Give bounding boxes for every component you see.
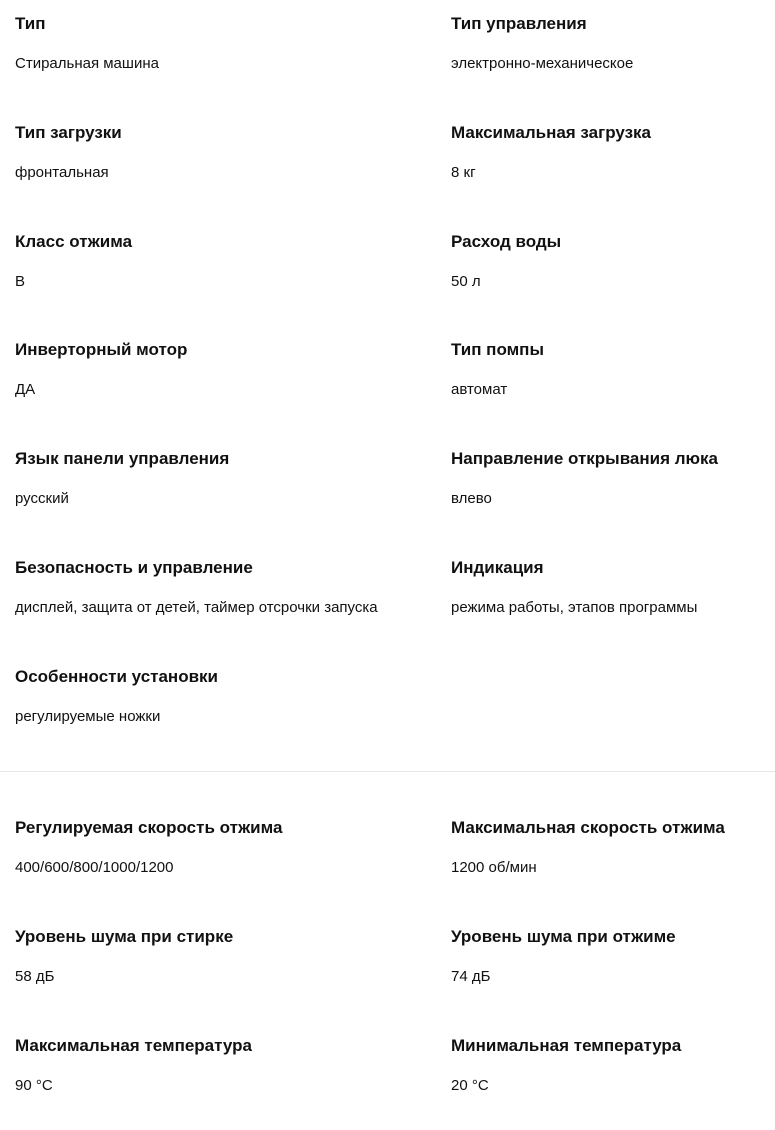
spec-value: ДА: [15, 381, 36, 399]
spec-value: 20 °C: [451, 1076, 489, 1094]
spec-label: Минимальная температура: [451, 1035, 682, 1055]
section-divider: [0, 771, 775, 772]
spec-safety-control: [0, 544, 436, 653]
spec-spin-noise: [436, 913, 775, 1022]
spec-label: Индикация: [451, 557, 544, 577]
spec-value: 90 °C: [15, 1076, 53, 1094]
spec-label: Регулируемая скорость отжима: [15, 818, 283, 837]
spec-label: Уровень шума при отжиме: [451, 926, 676, 946]
spec-value: 400/600/800/1000/1200: [15, 859, 174, 876]
spec-label: Класс отжима: [15, 231, 133, 251]
spec-pump-type: [436, 326, 775, 435]
spec-value: регулируемые ножки: [15, 707, 161, 725]
spec-load-type: [0, 109, 436, 218]
spec-water-consumption: [436, 218, 775, 327]
spec-inverter-motor: [0, 326, 436, 435]
spec-label: Тип помпы: [451, 340, 544, 360]
spec-type: [0, 0, 436, 109]
spec-value: дисплей, защита от детей, таймер отсрочки запуска: [15, 598, 378, 616]
spec-adjustable-spin-speed: [0, 804, 436, 913]
spec-installation: [0, 653, 436, 762]
spec-max-temperature: [0, 1022, 436, 1130]
spec-value: 1200 об/мин: [451, 859, 537, 876]
spec-panel-language: [0, 435, 436, 544]
spec-door-direction: [436, 435, 775, 544]
spec-label: Тип управления: [451, 14, 587, 33]
spec-label: Расход воды: [451, 231, 562, 251]
spec-label: Направление открывания люка: [451, 449, 719, 469]
spec-value: фронтальная: [15, 163, 109, 181]
spec-value: 58 дБ: [15, 967, 55, 985]
spec-value: 74 дБ: [451, 967, 491, 985]
spec-label: Тип загрузки: [15, 122, 122, 142]
spec-label: Тип: [15, 14, 46, 33]
spec-label: Особенности установки: [15, 666, 218, 686]
spec-label: Уровень шума при стирке: [15, 926, 234, 946]
spec-control-type: [436, 0, 775, 109]
spec-indication: [436, 544, 775, 653]
spec-value: электронно-механическое: [451, 55, 634, 72]
spec-min-temperature: [436, 1022, 775, 1130]
spec-value: 8 кг: [451, 163, 476, 181]
spec-value: русский: [15, 490, 69, 508]
spec-label: Максимальная температура: [15, 1035, 252, 1055]
spec-label: Максимальная загрузка: [451, 122, 651, 142]
spec-label: Инверторный мотор: [15, 340, 188, 360]
spec-spin-class: [0, 218, 436, 327]
spec-value: Стиральная машина: [15, 55, 159, 72]
spec-label: Максимальная скорость отжима: [451, 818, 725, 837]
specs-section-spin: [0, 804, 775, 1130]
spec-max-spin-speed: [436, 804, 775, 913]
spec-wash-noise: [0, 913, 436, 1022]
spec-label: Язык панели управления: [15, 449, 230, 469]
spec-value: влево: [451, 490, 492, 508]
spec-value: режима работы, этапов программы: [451, 598, 698, 616]
spec-value: B: [15, 272, 26, 290]
spec-value: 50 л: [451, 272, 481, 290]
spec-max-load: [436, 109, 775, 218]
spec-label: Безопасность и управление: [15, 557, 253, 577]
spec-value: автомат: [451, 381, 508, 399]
